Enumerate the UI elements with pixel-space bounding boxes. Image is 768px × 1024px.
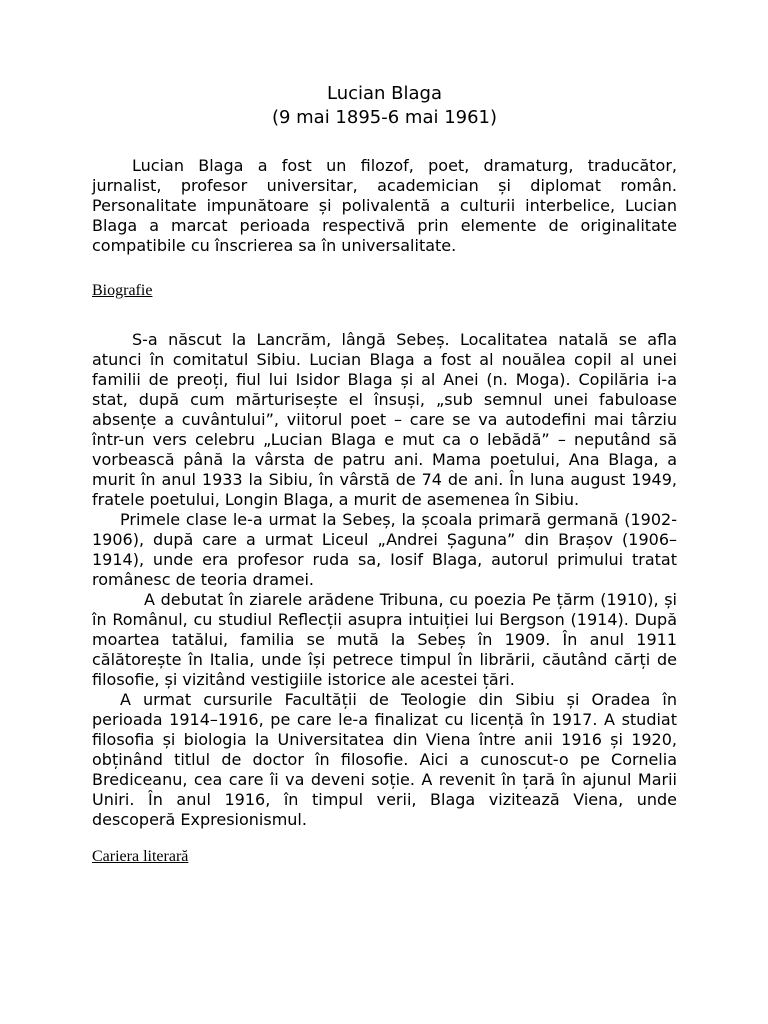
biografie-paragraph-2: Primele clase le-a urmat la Sebeș, la școala primară germană (1902-1906), după care a urmat Liceul „Andrei Șaguna” din Brașov (1906–1914), unde era profesor ruda sa, Iosif Blaga, autorul primului tratat românesc de teoria dramei. <box>92 510 677 589</box>
biografie-paragraph-4: A urmat cursurile Facultății de Teologie din Sibiu și Oradea în perioada 1914–1916, pe care le-a finalizat cu licență în 1917. A studiat filosofia și biologia la Universitatea din Viena între anii 1916 și 1920, obținând titlul de doctor în filosofie. Aici a cunoscut-o pe Cornelia Brediceanu, cea care îi va deveni soție. A revenit în țară în ajunul Marii Uniri. În anul 1916, în timpul verii, Blaga vizitează Viena, unde descoperă Expresionismul. <box>92 690 677 829</box>
section-heading-biografie: Biografie <box>92 282 153 299</box>
section-heading-cariera-literara: Cariera literară <box>92 848 189 865</box>
intro-paragraph: Lucian Blaga a fost un filozof, poet, dramaturg, traducător, jurnalist, profesor universitar, academician și diplomat român. Personalitate impunătoare și polivalentă a culturii interbelice, Lucian Blaga a marcat perioada respectivă prin elemente de originalitate compatibile cu înscrierea sa în universalitate. <box>92 156 677 255</box>
biografie-paragraph-3: A debutat în ziarele arădene Tribuna, cu poezia Pe țărm (1910), și în Românul, cu studiul Reflecții asupra intuiției lui Bergson (1914). După moartea tatălui, familia se mută la Sebeș în 1909. În anul 1911 călătorește în Italia, unde își petrece timpul în librării, căutând cărți de filosofie, și vizitând vestigiile istorice ale acestei țări. <box>92 590 677 689</box>
document-subtitle: (9 mai 1895-6 mai 1961) <box>271 107 498 128</box>
document-page <box>92 82 677 867</box>
document-title-block <box>92 82 677 130</box>
biografie-paragraph-1: S-a născut la Lancrăm, lângă Sebeș. Localitatea natală se afla atunci în comitatul Sibiu. Lucian Blaga a fost al nouălea copil al unei familii de preoți, fiul lui Isidor Blaga și al Anei (n. Moga). Copilăria i-a stat, după cum mărturisește el însuși, „sub semnul unei fabuloase absențe a cuvântului”, viitorul poet – care se va autodefini mai târziu într-un vers celebru „Lucian Blaga e mut ca o lebădă” – neputând să vorbească până la vârsta de patru ani. Mama poetului, Ana Blaga, a murit în anul 1933 la Sibiu, în vârstă de 74 de ani. În luna august 1949, fratele poetului, Longin Blaga, a murit de asemenea în Sibiu. <box>92 330 677 509</box>
document-title: Lucian Blaga <box>326 83 442 104</box>
